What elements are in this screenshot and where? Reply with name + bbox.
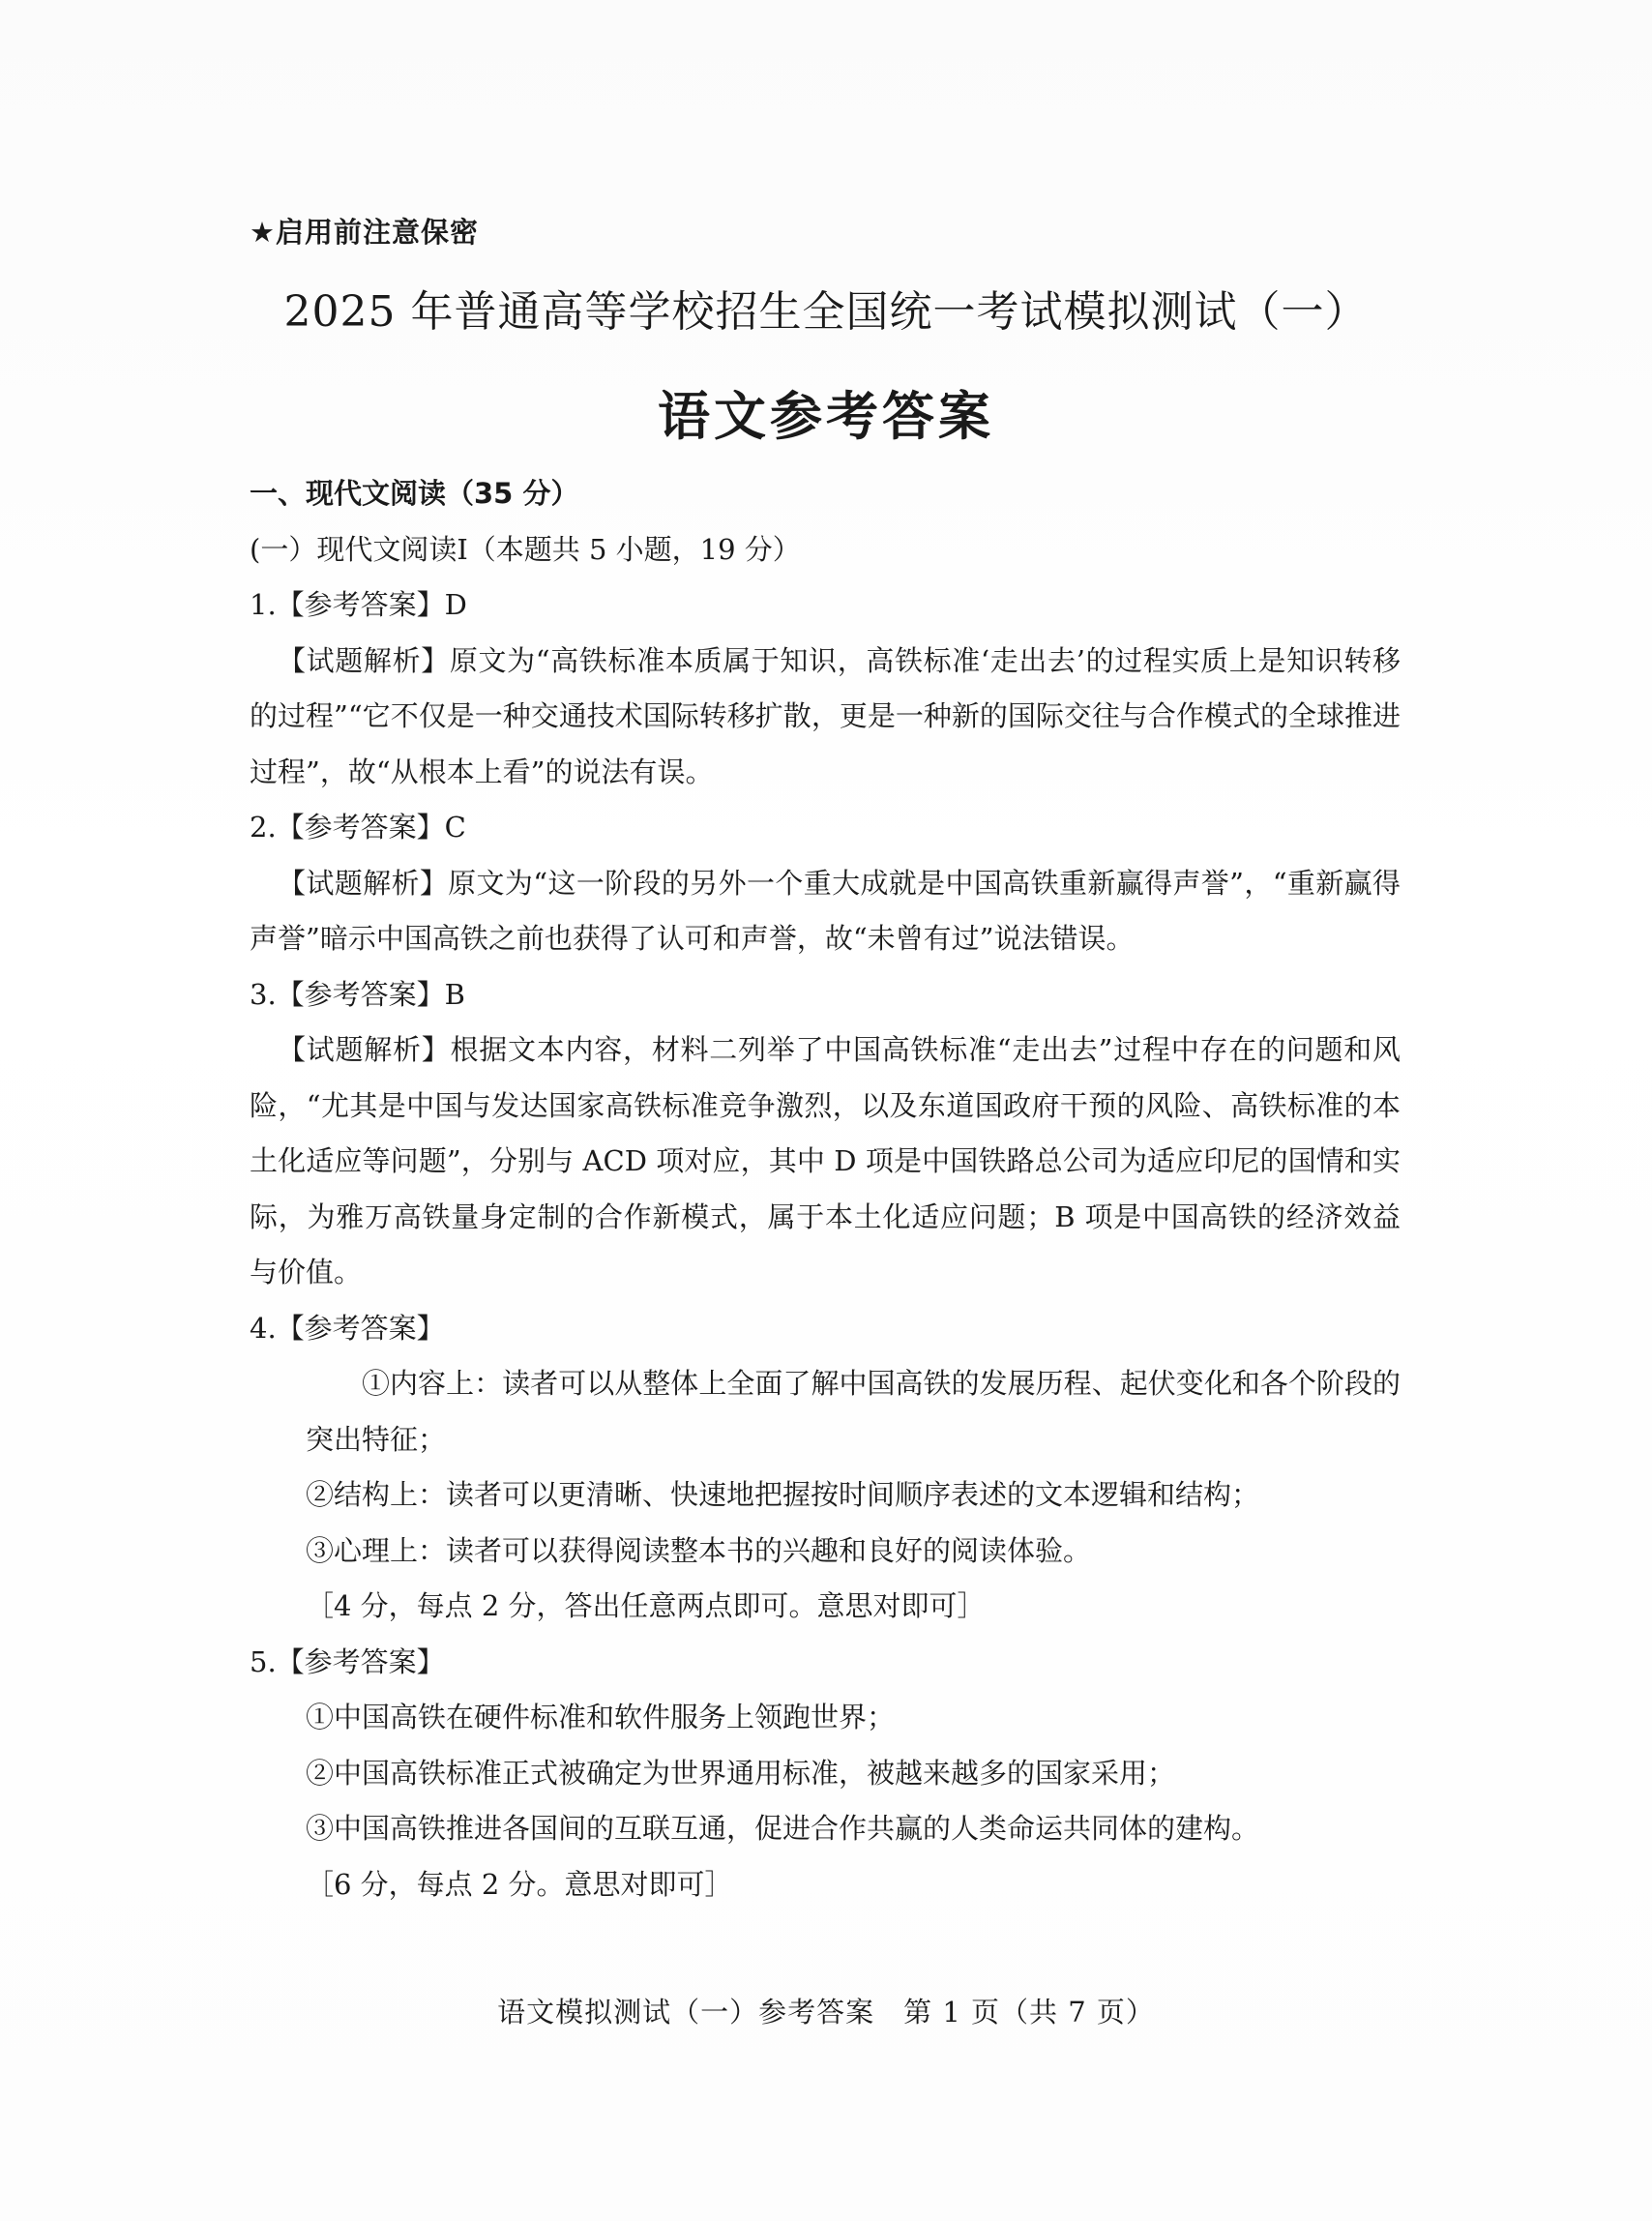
q5-scoring: ［6 分，每点 2 分。意思对即可］: [306, 1867, 733, 1901]
q5-point-3: ③中国高铁推进各国间的互联互通，促进合作共赢的人类命运共同体的建构。: [306, 1812, 1260, 1845]
q3-analysis: 【试题解析】根据文本内容，材料二列举了中国高铁标准“走出去”过程中存在的问题和风险，“尤其是中国与发达国家高铁标准竞争激烈，以及东道国政府干预的风险、高铁标准的本土化适应等问题”，分别与 ACD 项对应，其中 D 项是中国铁路总公司为适应印尼的国情和实际，为雅万高铁量身定制的合作新模式，属于本土化适应问题；B 项是中国高铁的经济效益与价值。: [250, 1033, 1401, 1288]
q3-answer: 3.【参考答案】B: [250, 977, 465, 1011]
exam-title: 2025 年普通高等学校招生全国统一考试模拟测试（一）: [283, 287, 1369, 337]
q4-point-3: ③心理上：读者可以获得阅读整本书的兴趣和良好的阅读体验。: [306, 1533, 1092, 1567]
q5-point-2: ②中国高铁标准正式被确定为世界通用标准，被越来越多的国家采用；: [306, 1756, 1176, 1790]
document-title: 语文参考答案: [658, 386, 994, 447]
page-footer: 语文模拟测试（一）参考答案 第 1 页（共 7 页）: [497, 1996, 1155, 2029]
q4-scoring: ［4 分，每点 2 分，答出任意两点即可。意思对即可］: [306, 1589, 986, 1622]
q2-answer: 2.【参考答案】C: [250, 811, 466, 844]
section-heading: 一、现代文阅读（35 分）: [250, 477, 579, 510]
q4-answer: 4.【参考答案】: [250, 1311, 445, 1345]
q1-answer: 1.【参考答案】D: [250, 588, 467, 621]
q4-point-1: ①内容上：读者可以从整体上全面了解中国高铁的发展历程、起伏变化和各个阶段的突出特征；: [306, 1367, 1401, 1456]
subsection-heading: (一）现代文阅读Ⅰ（本题共 5 小题，19 分）: [250, 532, 801, 566]
q4-point-2: ②结构上：读者可以更清晰、快速地把握按时间顺序表述的文本逻辑和结构；: [306, 1478, 1260, 1511]
q5-answer: 5.【参考答案】: [250, 1644, 445, 1678]
answer-content: [250, 466, 1401, 1912]
q5-point-1: ①中国高铁在硬件标准和软件服务上领跑世界；: [306, 1701, 896, 1733]
q1-analysis: 【试题解析】原文为“高铁标准本质属于知识，高铁标准‘走出去’的过程实质上是知识转移的过程”“它不仅是一种交通技术国际转移扩散，更是一种新的国际交往与合作模式的全球推进过程”，故“从根本上看”的说法有误。: [250, 643, 1401, 788]
confidential-notice: ★启用前注意保密: [250, 216, 479, 249]
q2-analysis: 【试题解析】原文为“这一阶段的另外一个重大成就是中国高铁重新赢得声誉”，“重新赢得声誉”暗示中国高铁之前也获得了认可和声誉，故“未曾有过”说法错误。: [250, 866, 1401, 955]
